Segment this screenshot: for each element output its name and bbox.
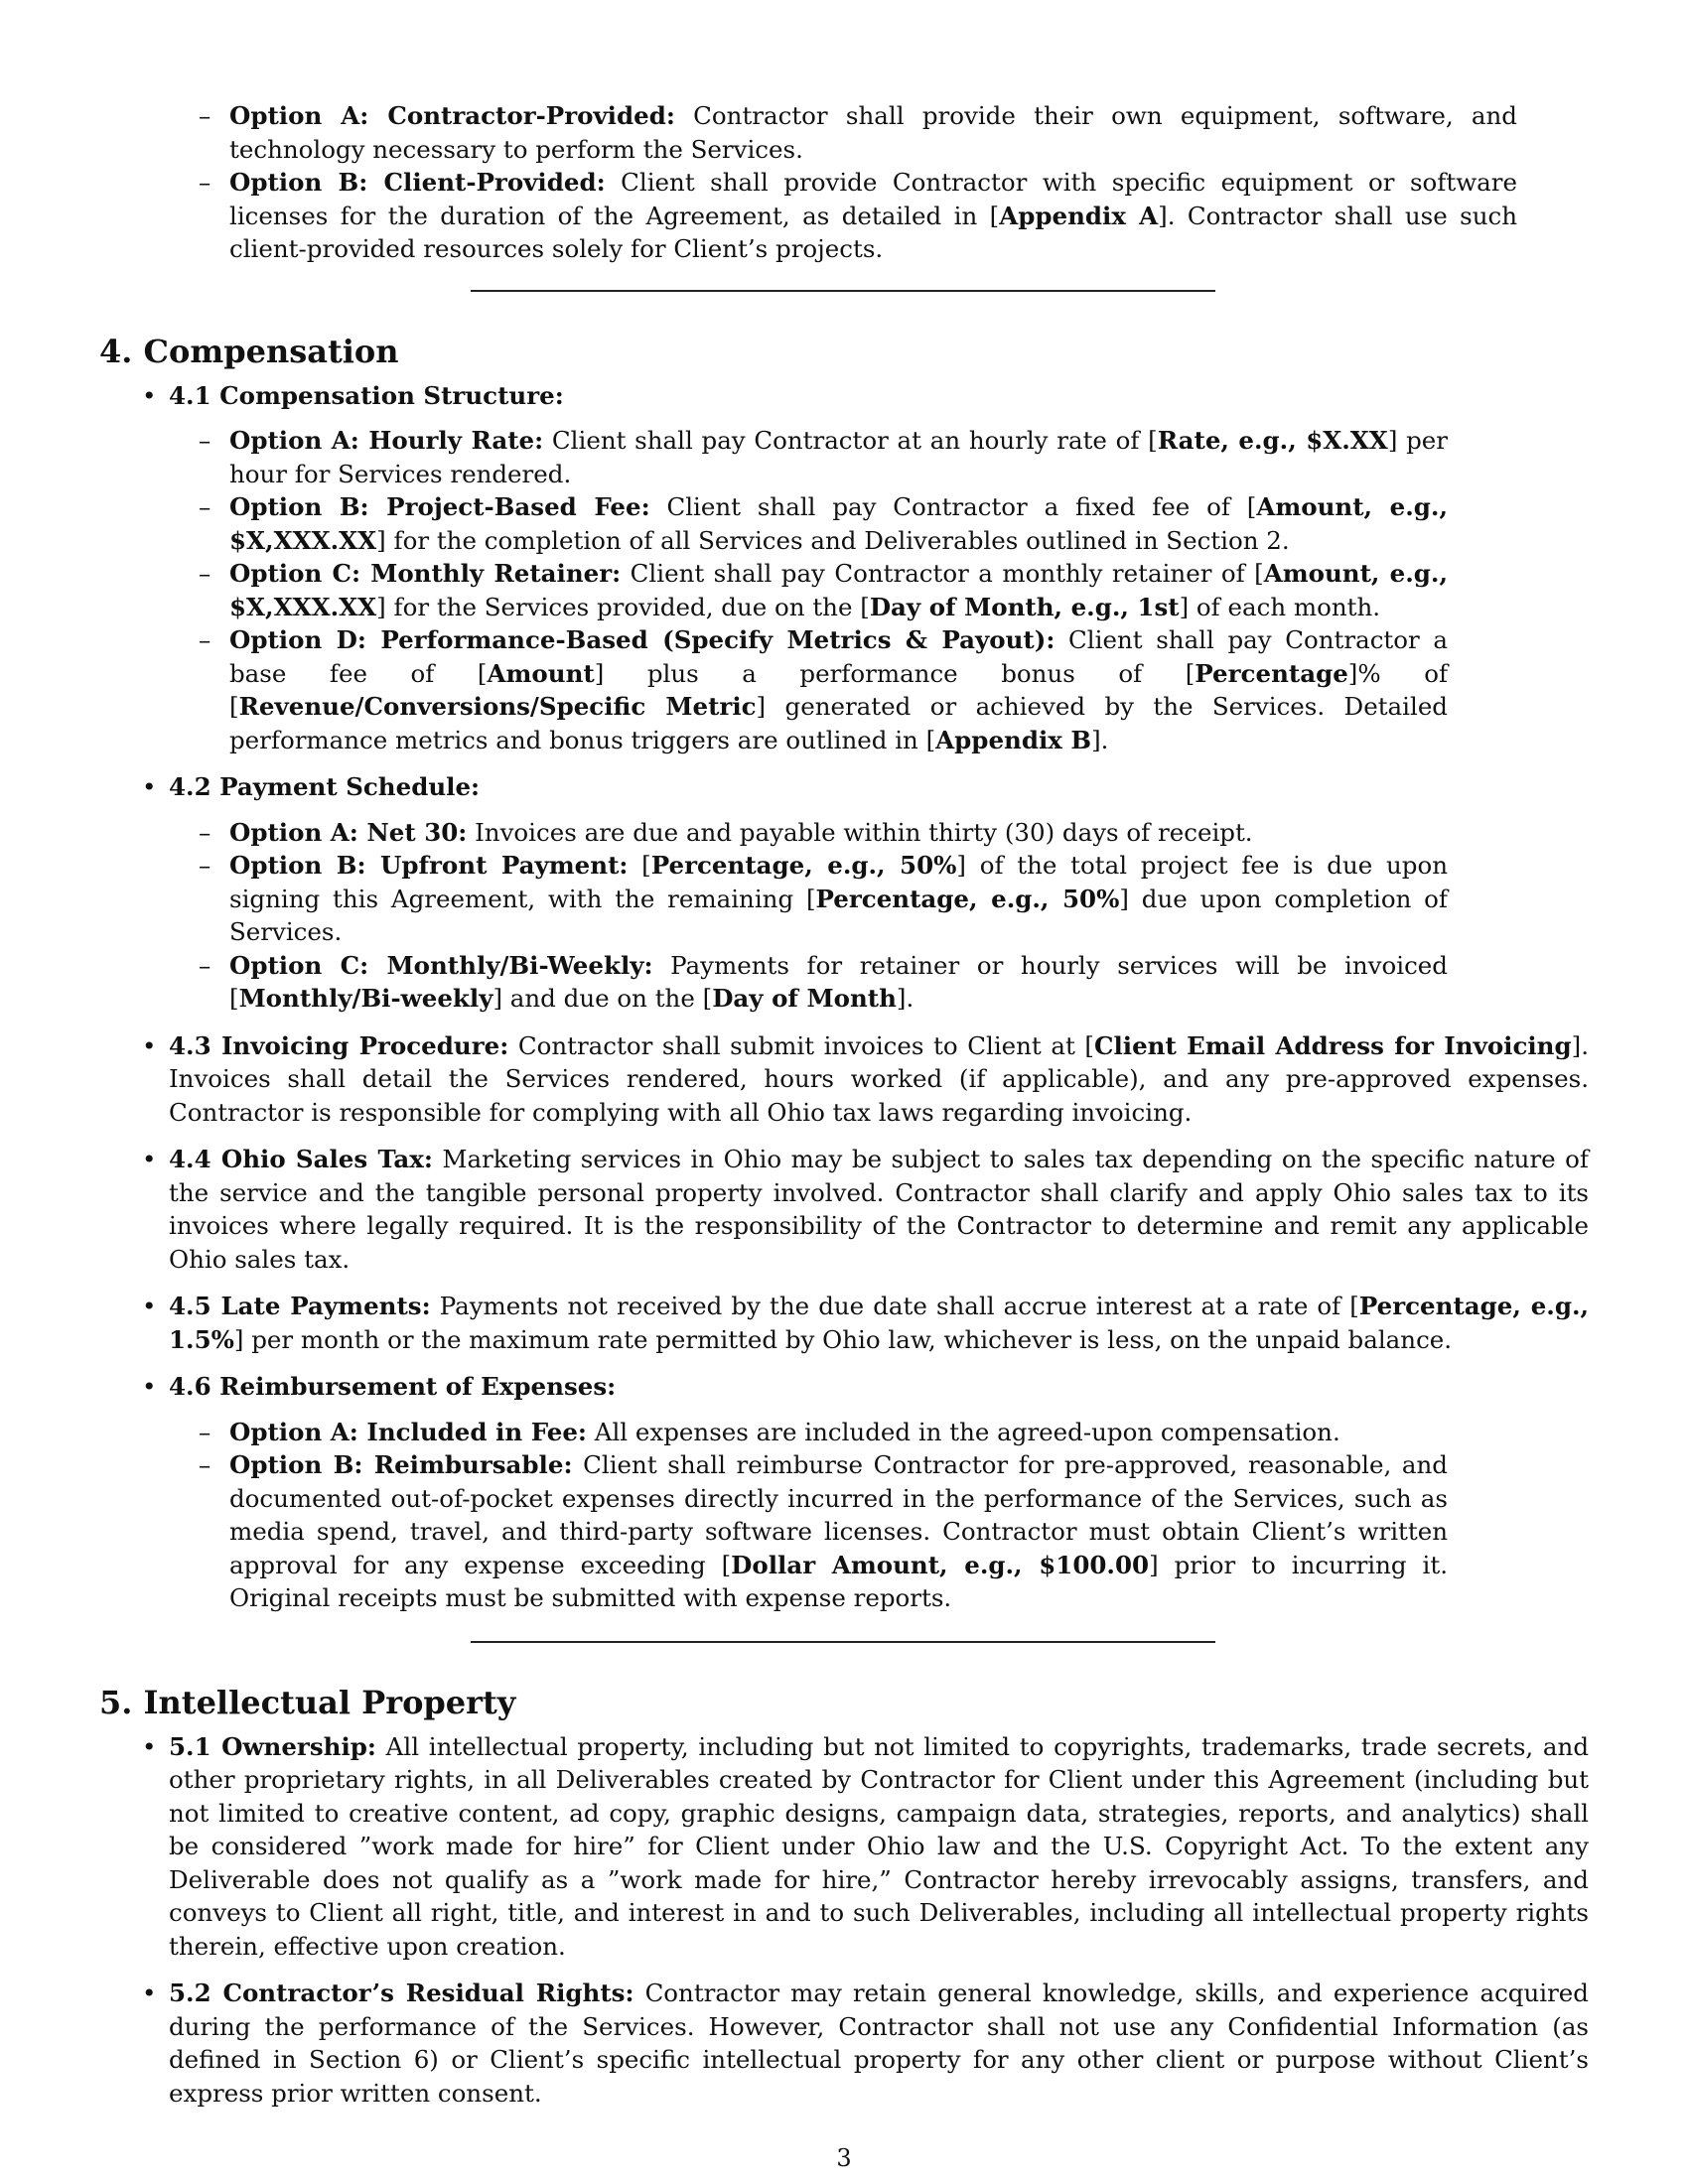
list-item: • 4.3 Invoicing Procedure: Contractor shall submit invoices to Client at [Client Email Address for Invoicing]. Invoices shall detail the Services rendered, hours worked (if applicable), and any pre-approved expenses. Contractor is responsible for complying with all Ohio tax laws regarding invoicing. [142, 1030, 1589, 1127]
list-item: • 5.1 Ownership: All intellectual property, including but not limited to copyrights, trademarks, trade secrets, and other proprietary rights, in all Deliverables created by Contractor for Client under this Agreement (including but not limited to creative content, ad copy, graphic designs, campaign data, strategies, reports, and analytics) shall be considered ”work made for hire” for Client under Ohio law and the U.S. Copyright Act. To the extent any Deliverable does not qualify as a ”work made for hire,” Contractor hereby irrevocably assigns, transfers, and conveys to Client all right, title, and interest in and to such Deliverables, including all intellectual property rights therein, effective upon creation. [142, 1731, 1590, 1961]
sub-list [169, 424, 1589, 756]
list-item: – Option B: Upfront Payment: [Percentage, e.g., 50%] of the total project fee is due upon signing this Agreement, with the remaining [Percentage, e.g., 50%] due upon completion of Services. [199, 851, 1448, 946]
list-item: – Option A: Included in Fee: All expenses are included in the agreed-upon compensation. [199, 1417, 1340, 1446]
list-item: – Option A: Contractor-Provided: Contractor shall provide their own equipment, software, and technology necessary to perform the Services. [199, 101, 1517, 164]
list-item: – Option D: Performance-Based (Specify Metrics & Payout): Client shall pay Contractor a base fee of [Amount] plus a performance bonus of [Percentage]% of [Revenue/Conversions/Specific Metric] generated or achieved by the Services. Detailed performance metrics and bonus triggers are outlined in [Appendix B]. [199, 625, 1449, 754]
list-item: – Option A: Hourly Rate: Client shall pay Contractor at an hourly rate of [Rate, e.g., $X.XX] per hour for Services rendered. [199, 426, 1448, 488]
ip-list [99, 1730, 1589, 2111]
section-heading-compensation: 4. Compensation [99, 332, 399, 370]
section3-options [99, 99, 1589, 266]
page-number: 3 [836, 2144, 852, 2172]
compensation-list [99, 379, 1589, 1615]
list-item: – Option B: Client-Provided: Client shall provide Contractor with specific equipment or software licenses for the duration of the Agreement, as detailed in [Appendix A]. Contractor shall use such client-provided resources solely for Client’s projects. [199, 168, 1517, 263]
list-item: • 4.1 Compensation Structure: – Option A: Hourly Rate: Client shall pay Contractor at an hourly rate of [Rate, e.g., $X.XX] per hour for Services rendered. – Option B: Project-Based Fee: Client shall pay Contractor a fixed fee of [Amount, e.g., $X,XXX.XX] for the completion of all Services and Deliverables outlined in Section 2. – Option C: Monthly Retainer: Client shall pay Contractor a monthly retainer of [Amount, e.g., $X,XXX.XX] for the Services provided, due on the [Day of Month, e.g., 1st] of each month. – Option D: Performance-Based (Specify Metrics & Payout): Client shall pay Contractor a base fee of [Amount] plus a performance bonus of [Percentage]% of [Revenue/Conversions/Specific Metric] generated or achieved by the Services. Detailed performance metrics and bonus triggers are outlined in [Appendix B]. [169, 379, 1589, 757]
sub-list [169, 816, 1589, 1016]
list-item: • 4.6 Reimbursement of Expenses: – Option A: Included in Fee: All expenses are included in the agreed-upon compensation. – Option B: Reimbursable: Client shall reimburse Contractor for pre-approved, reasonable, and documented out-of-pocket expenses directly incurred in the performance of the Services, such as media spend, travel, and third-party software licenses. Contractor must obtain Client’s written approval for any expense exceeding [Dollar Amount, e.g., $100.00] prior to incurring it. Original receipts must be submitted with expense reports. [169, 1370, 1589, 1615]
section-divider [471, 290, 1215, 292]
list-item: – Option A: Net 30: Invoices are due and payable within thirty (30) days of receipt. [199, 817, 1253, 847]
list-item: • 4.2 Payment Schedule: – Option A: Net 30: Invoices are due and payable within thirty (30) days of receipt. – Option B: Upfront Payment: [Percentage, e.g., 50%] of the total project fee is due upon signing this Agreement, with the remaining [Percentage, e.g., 50%] due upon completion of Services. – Option C: Monthly/Bi-Weekly: Payments for retainer or hourly services will be invoiced [Monthly/Bi-weekly] and due on the [Day of Month]. [169, 770, 1589, 1016]
list-item: – Option C: Monthly/Bi-Weekly: Payments for retainer or hourly services will be invoiced [Monthly/Bi-weekly] and due on the [Day of Month]. [199, 950, 1448, 1013]
page-body [99, 99, 1589, 2110]
section-heading-intellectual-property: 5. Intellectual Property [99, 1683, 516, 1721]
section-divider [471, 1641, 1215, 1643]
list-item: – Option B: Reimbursable: Client shall reimburse Contractor for pre-approved, reasonable, and documented out-of-pocket expenses directly incurred in the performance of the Services, such as media spend, travel, and third-party software licenses. Contractor must obtain Client’s written approval for any expense exceeding [Dollar Amount, e.g., $100.00] prior to incurring it. Original receipts must be submitted with expense reports. [199, 1450, 1448, 1612]
sub-list [169, 1416, 1589, 1615]
list-item: • 5.2 Contractor’s Residual Rights: Contractor may retain general knowledge, skills, and experience acquired during the performance of the Services. However, Contractor shall not use any Confidential Information (as defined in Section 6) or Client’s specific intellectual property for any other client or purpose without Client’s express prior written consent. [142, 1979, 1589, 2108]
list-item: – Option B: Project-Based Fee: Client shall pay Contractor a fixed fee of [Amount, e.g., $X,XXX.XX] for the completion of all Services and Deliverables outlined in Section 2. [199, 492, 1448, 555]
list-item: – Option C: Monthly Retainer: Client shall pay Contractor a monthly retainer of [Amount, e.g., $X,XXX.XX] for the Services provided, due on the [Day of Month, e.g., 1st] of each month. [199, 559, 1448, 621]
list-item: • 4.4 Ohio Sales Tax: Marketing services in Ohio may be subject to sales tax depending on the specific nature of the service and the tangible personal property involved. Contractor shall clarify and apply Ohio sales tax to its invoices where legally required. It is the responsibility of the Contractor to determine and remit any applicable Ohio sales tax. [142, 1145, 1589, 1274]
list-item: • 4.5 Late Payments: Payments not received by the due date shall accrue interest at a rate of [Percentage, e.g., 1.5%] per month or the maximum rate permitted by Ohio law, whichever is less, on the unpaid balance. [142, 1292, 1590, 1354]
